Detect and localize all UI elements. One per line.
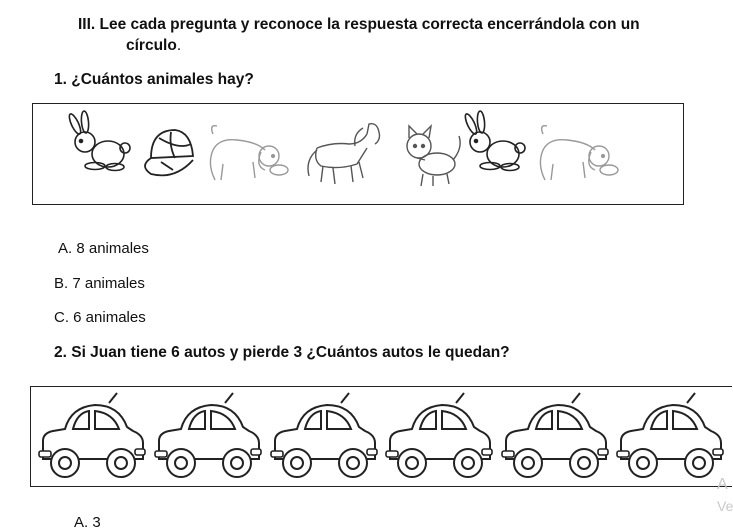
rabbit-icon [67,111,130,171]
q1-option-b[interactable]: B. 7 animales [54,275,145,292]
watermark-line-2: Ve [717,498,733,514]
car-icon [155,393,261,477]
cap-icon [145,130,193,175]
q1-animals-illustration [33,104,683,204]
cat-icon [407,126,460,186]
q2-cars-illustration [31,387,732,486]
question-2: 2. Si Juan tiene 6 autos y pierde 3 ¿Cuántos autos le quedan? [54,344,510,361]
car-icon [502,393,608,477]
q2-picture-box [30,386,732,487]
car-icon [271,393,377,477]
watermark-line-1: A [717,476,728,493]
rabbit-icon [463,111,525,171]
question-1: 1. ¿Cuántos animales hay? [54,71,254,88]
q1-option-a[interactable]: A. 8 animales [58,240,149,257]
instructions-heading: III. Lee cada pregunta y reconoce la respuesta correcta encerrándola con un [78,16,640,33]
car-icon [386,393,492,477]
car-icon [39,393,145,477]
dog-icon [540,126,618,180]
instructions-heading-continued [126,37,181,55]
q2-option-a[interactable]: A. 3 [74,514,101,531]
horse-icon [308,124,380,184]
dog-icon [210,126,288,180]
q1-picture-box [32,103,684,205]
q1-option-c[interactable]: C. 6 animales [54,309,146,326]
heading-word: círculo [126,37,177,54]
heading-period: . [176,37,182,54]
car-icon [617,393,723,477]
